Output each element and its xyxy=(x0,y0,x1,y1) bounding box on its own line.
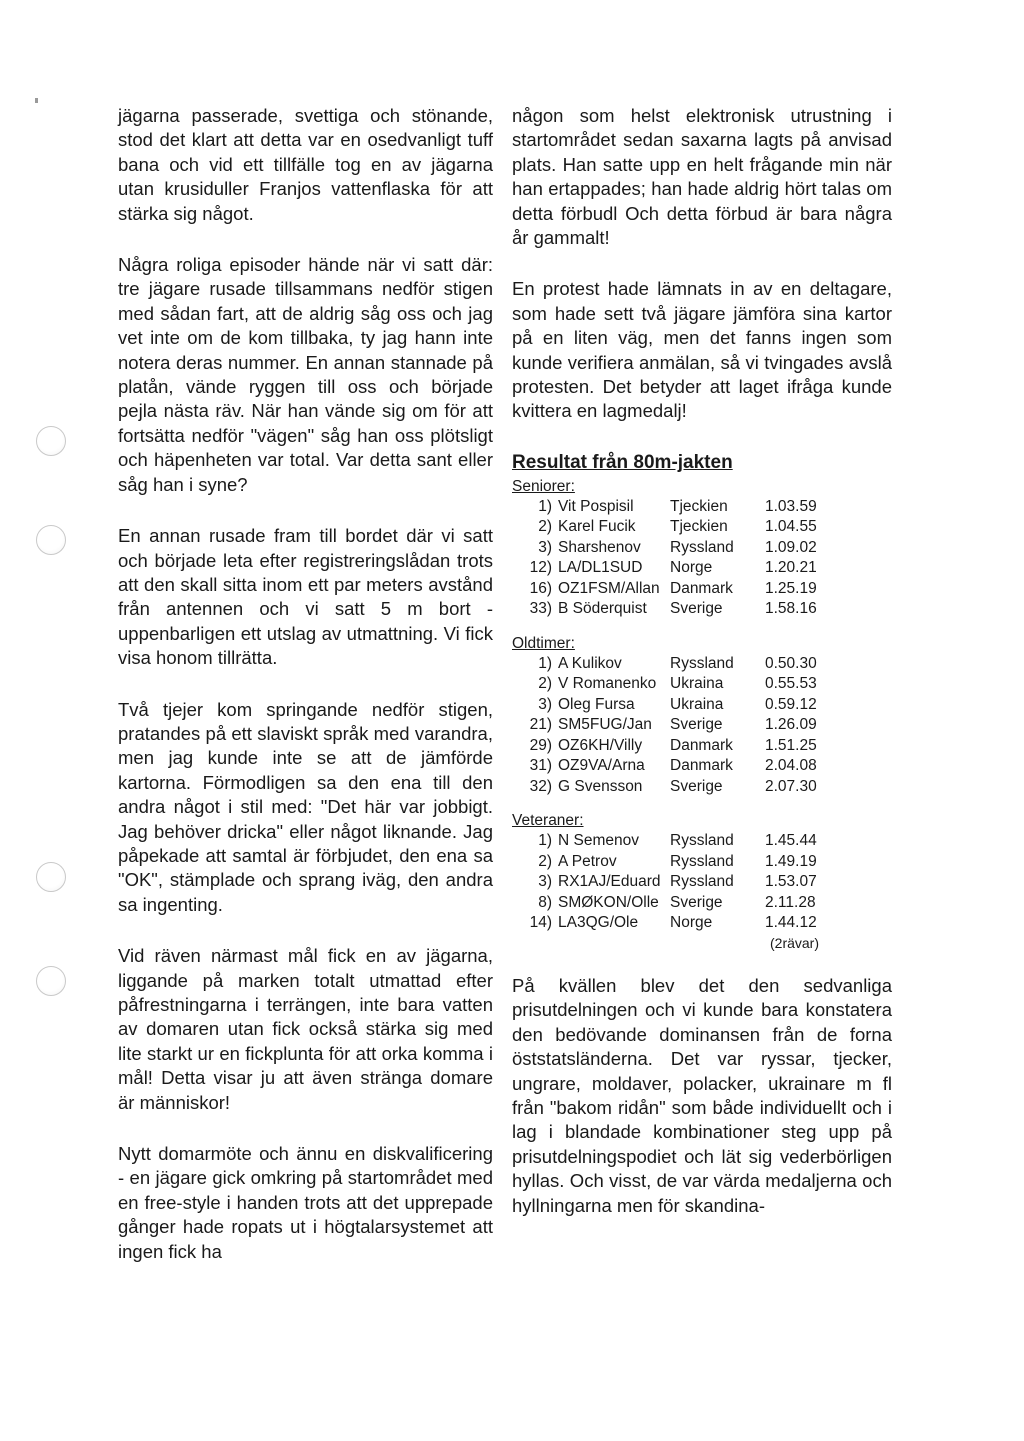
time-cell: 2.11.28 xyxy=(765,893,816,911)
time-cell: 1.26.09 xyxy=(765,716,817,734)
table-row xyxy=(512,654,835,675)
place-cell: 2) xyxy=(538,675,552,693)
time-cell: 0.59.12 xyxy=(765,695,817,713)
category-label: Oldtimer: xyxy=(512,634,575,652)
time-cell: 1.20.21 xyxy=(765,559,817,577)
time-cell: 1.45.44 xyxy=(765,832,817,850)
table-row xyxy=(512,872,835,893)
place-cell: 14) xyxy=(529,914,552,932)
category-label: Seniorer: xyxy=(512,477,575,495)
name-cell: Oleg Fursa xyxy=(558,695,635,713)
table-row xyxy=(512,852,835,873)
paragraph: Två tjejer kom springande nedför stigen, pratandes på ett slaviskt språk med varandra, men jag kunde inte se att de jämförde kartorna. Förmodligen sa den ena till den andra något i stil med: "Det här var jobbigt. Jag behöver dricka" eller något liknande. Jag påpekade att samtal är förbjudet, den ena sa "OK", stämplade och sprang iväg, den andra sa ingenting. xyxy=(118,698,493,915)
table-row xyxy=(512,695,835,716)
country-cell: Ryssland xyxy=(670,654,734,672)
place-cell: 33) xyxy=(529,600,552,618)
name-cell: Sharshenov xyxy=(558,538,641,556)
country-cell: Tjeckien xyxy=(670,518,728,536)
right-column xyxy=(512,104,892,1245)
time-cell: 1.49.19 xyxy=(765,852,817,870)
time-cell: 0.55.53 xyxy=(765,675,817,693)
country-cell: Sverige xyxy=(670,716,723,734)
place-cell: 1) xyxy=(538,654,552,672)
name-cell: LA/DL1SUD xyxy=(558,559,643,577)
country-cell: Sverige xyxy=(670,893,723,911)
country-cell: Danmark xyxy=(670,757,733,775)
country-cell: Ukraina xyxy=(670,675,724,693)
table-row xyxy=(512,893,835,914)
time-cell: 2.07.30 xyxy=(765,777,817,795)
name-cell: G Svensson xyxy=(558,777,643,795)
country-cell: Sverige xyxy=(670,600,723,618)
place-cell: 1) xyxy=(538,832,552,850)
results-table xyxy=(512,831,835,934)
time-cell: 1.04.55 xyxy=(765,518,817,536)
time-cell: 1.25.19 xyxy=(765,579,817,597)
place-cell: 31) xyxy=(529,757,552,775)
time-cell: 1.53.07 xyxy=(765,873,817,891)
place-cell: 3) xyxy=(538,873,552,891)
place-cell: 21) xyxy=(529,716,552,734)
left-column xyxy=(118,104,493,1291)
time-cell: 1.44.12 xyxy=(765,914,817,932)
name-cell: LA3QG/Ole xyxy=(558,914,639,932)
paragraph: På kvällen blev det den sedvanliga prisutdelningen och vi kunde bara konstatera den bedövande dominansen från de forna öststatsländerna. Det var ryssar, tjecker, ungrare, moldaver, polacker, ukrainare m fl från "bakom ridån" som både individuellt och i lag i blandade kombinationer steg upp på prisutdelningspodiet och lät sig vederbörligen hyllas. Och visst, de var värda medaljerna och hyllningarna men för skandina- xyxy=(512,974,892,1216)
country-cell: Tjeckien xyxy=(670,497,728,515)
country-cell: Sverige xyxy=(670,777,723,795)
name-cell: SM5FUG/Jan xyxy=(558,716,652,734)
name-cell: RX1AJ/Eduard xyxy=(558,873,661,891)
time-cell: 1.58.16 xyxy=(765,600,817,618)
table-row xyxy=(512,599,835,620)
paragraph: En annan rusade fram till bordet där vi satt och började leta efter registreringslådan trots att den skall sitta inom ett par meters avstånd från antennen och vi satt 5 m bort - uppenbarligen ett utslag av utmattning. Vi fick visa honom tillrätta. xyxy=(118,525,493,669)
table-row xyxy=(512,756,835,777)
binder-hole xyxy=(36,525,66,555)
place-cell: 3) xyxy=(538,695,552,713)
name-cell: A Kulikov xyxy=(558,654,622,672)
table-row xyxy=(512,913,835,934)
binder-hole xyxy=(36,426,66,456)
place-cell: 2) xyxy=(538,852,552,870)
country-cell: Ryssland xyxy=(670,852,734,870)
table-row xyxy=(512,579,835,600)
time-cell: 1.51.25 xyxy=(765,736,817,754)
place-cell: 16) xyxy=(529,579,552,597)
place-cell: 1) xyxy=(538,497,552,515)
paragraph: Nytt domarmöte och ännu en diskvalificering - en jägare gick omkring på startområdet med en free-style i handen trots att det upprepade gånger hade ropats ut i högtalarsystemet att ingen fick ha xyxy=(118,1143,493,1262)
country-cell: Norge xyxy=(670,559,713,577)
name-cell: OZ9VA/Arna xyxy=(558,757,645,775)
results-table xyxy=(512,654,835,798)
name-cell: V Romanenko xyxy=(558,675,657,693)
scan-speck xyxy=(35,98,38,103)
paragraph: En protest hade lämnats in av en deltagare, som hade sett två jägare jämföra sina kartor på en liten väg, men det fanns ingen som kunde verifiera anmälan, så vi tvingades avslå protesten. Det betyder att laget ifråga kunde kvittera en lagmedalj! xyxy=(512,278,892,422)
name-cell: OZ1FSM/Allan xyxy=(558,579,660,597)
place-cell: 32) xyxy=(529,777,552,795)
place-cell: 29) xyxy=(529,736,552,754)
results-note: (2rävar) xyxy=(770,934,820,951)
category-label: Veteraner: xyxy=(512,812,584,830)
time-cell: 1.03.59 xyxy=(765,497,817,515)
table-row xyxy=(512,517,835,538)
table-row xyxy=(512,558,835,579)
place-cell: 8) xyxy=(538,893,552,911)
paragraph: jägarna passerade, svettiga och stönande, stod det klart att detta var en osedvanligt tuff bana och vid ett tillfälle tog en av jägarna utan krusiduller Franjos vattenflaska för att stärka sig något. xyxy=(118,105,493,224)
country-cell: Norge xyxy=(670,914,713,932)
name-cell: B Söderquist xyxy=(558,600,647,618)
table-row xyxy=(512,777,835,798)
binder-hole xyxy=(36,966,66,996)
results-title: Resultat från 80m-jakten xyxy=(512,451,733,473)
name-cell: Vit Pospisil xyxy=(558,497,634,515)
name-cell: A Petrov xyxy=(558,852,617,870)
time-cell: 2.04.08 xyxy=(765,757,817,775)
country-cell: Danmark xyxy=(670,579,733,597)
paragraph: Några roliga episoder hände när vi satt där: tre jägare rusade tillsammans nedför stigen med sådan fart, att de aldrig såg oss och jag vet inte om de kom tillbaka, ty jag hann inte notera deras nummer. En annan stannade på platån, vände ryggen till oss och började pejla nästa räv. När han vände sig om för att fortsätta nedför "vägen" såg han oss plötsligt och häpenheten var total. Var detta sant eller såg han i syne? xyxy=(118,254,493,495)
table-row xyxy=(512,497,835,518)
country-cell: Ukraina xyxy=(670,695,724,713)
table-row xyxy=(512,674,835,695)
place-cell: 3) xyxy=(538,538,552,556)
country-cell: Ryssland xyxy=(670,832,734,850)
binder-hole xyxy=(36,862,66,892)
place-cell: 2) xyxy=(538,518,552,536)
results-category xyxy=(512,634,892,798)
name-cell: SMØKON/Olle xyxy=(558,893,659,911)
place-cell: 12) xyxy=(529,559,552,577)
table-row xyxy=(512,736,835,757)
country-cell: Ryssland xyxy=(670,538,734,556)
country-cell: Danmark xyxy=(670,736,733,754)
paragraph: någon som helst elektronisk utrustning i startområdet sedan saxarna lagts på anvisad plats. Han satte upp en helt frågande min när han ertappades; han hade aldrig hört talas om detta förbudl Och detta förbud är bara några år gammalt! xyxy=(512,105,892,249)
table-row xyxy=(512,538,835,559)
table-row xyxy=(512,831,835,852)
results-table xyxy=(512,497,835,620)
results-category xyxy=(512,477,892,620)
table-row xyxy=(512,715,835,736)
country-cell: Ryssland xyxy=(670,873,734,891)
time-cell: 0.50.30 xyxy=(765,654,817,672)
name-cell: OZ6KH/Villy xyxy=(558,736,643,754)
results-category xyxy=(512,811,892,952)
name-cell: N Semenov xyxy=(558,832,639,850)
time-cell: 1.09.02 xyxy=(765,538,817,556)
name-cell: Karel Fucik xyxy=(558,518,636,536)
paragraph: Vid räven närmast mål fick en av jägarna, liggande på marken totalt utmattad efter påfrestningarna i terrängen, inte bara vatten av domaren utan fick också stärka sig med lite starkt ur en fickplunta för att orka komma i mål! Detta visar ju att även stränga domare är människor! xyxy=(118,945,493,1113)
